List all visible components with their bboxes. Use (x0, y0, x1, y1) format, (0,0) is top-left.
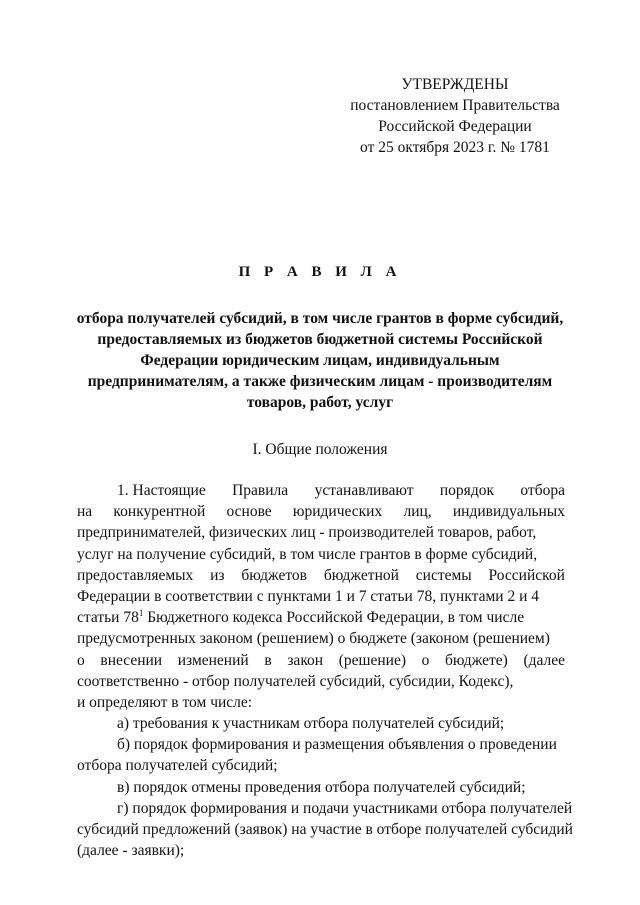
document-title: П Р А В И Л А (238, 264, 402, 280)
word: Российской (488, 566, 565, 584)
paragraph-line: отбора получателей субсидий; (77, 757, 278, 775)
paragraph-line (77, 565, 565, 586)
list-item: в) порядок отмены проведения отбора получателей субсидий; (117, 778, 526, 796)
list-item: б) порядок формирования и размещения объявления о проведении (117, 736, 557, 754)
paragraph-line (77, 607, 565, 628)
word: бюджетной (323, 566, 399, 584)
text-span: статьи 78 (77, 609, 139, 627)
subtitle-line: предпринимателям, а также физическим лицам - производителям (87, 373, 553, 390)
paragraph-line: предусмотренных законом (решением) о бюджете (законом (решением) (77, 630, 550, 648)
document-subtitle (70, 308, 570, 413)
word: отбора (520, 482, 565, 499)
word: в (264, 651, 272, 669)
approval-line-government: Российской Федерации (378, 118, 532, 135)
paragraph-line (77, 501, 565, 522)
subtitle-line: Федерации юридическим лицам, индивидуальным (140, 352, 500, 369)
paragraph-line (77, 480, 565, 501)
word: лиц, (403, 503, 432, 521)
approval-line-approved: УТВЕРЖДЕНЫ (401, 76, 509, 93)
word: (далее (523, 651, 565, 669)
superscript: 1 (138, 608, 144, 619)
word: бюджетов (241, 566, 307, 584)
word: изменений (177, 651, 249, 669)
word: юридических (292, 503, 383, 521)
word: из (210, 566, 225, 584)
approval-line-resolution: постановлением Правительства (350, 97, 560, 114)
word: бюджете) (445, 651, 508, 669)
word: основе (226, 503, 272, 521)
paragraph-line: предпринимателей, физических лиц - производителей товаров, работ, (77, 524, 537, 542)
word: 1. Настоящие (117, 482, 206, 499)
paragraph-line: услуг на получение субсидий, в том числе грантов в форме субсидий, (77, 545, 538, 563)
list-item: г) порядок формирования и подачи участниками отбора получателей (117, 799, 573, 817)
paragraph-line: (далее - заявки); (77, 842, 185, 860)
approval-line-date: от 25 октября 2023 г. № 1781 (360, 139, 550, 156)
paragraph-line: Федерации в соответствии с пунктами 1 и 7 статьи 78, пунктами 2 и 4 (77, 587, 540, 605)
word: системы (415, 566, 472, 584)
paragraph-line (77, 650, 565, 671)
word: порядок (439, 482, 494, 499)
word: Правила (232, 482, 289, 499)
word: устанавливают (314, 482, 414, 499)
word: о (421, 651, 430, 669)
word: индивидуальных (452, 503, 565, 521)
approval-stamp (330, 74, 580, 158)
word: на (77, 503, 93, 521)
word: о (77, 651, 85, 669)
section-heading: I. Общие положения (252, 441, 388, 458)
paragraph-line: соответственно - отбор получателей субсидий, субсидии, Кодекс), (77, 672, 514, 690)
subtitle-line: товаров, работ, услуг (246, 394, 394, 411)
word: конкурентной (113, 503, 206, 521)
list-item: а) требования к участникам отбора получателей субсидий; (117, 715, 505, 733)
word: предоставляемых (77, 566, 194, 584)
word: (решение) (338, 651, 406, 669)
body-text (77, 480, 573, 861)
text-span: Бюджетного кодекса Российской Федерации, в том числе (143, 609, 525, 627)
subtitle-line: отбора получателей субсидий, в том числе грантов в форме субсидий, (76, 310, 564, 327)
subtitle-line: предоставляемых из бюджетов бюджетной системы Российской (97, 331, 543, 348)
word: закон (287, 651, 324, 669)
paragraph-line: и определяют в том числе: (77, 693, 253, 711)
word: внесении (100, 651, 163, 669)
paragraph-line: субсидий предложений (заявок) на участие в отборе получателей субсидий (77, 821, 573, 838)
